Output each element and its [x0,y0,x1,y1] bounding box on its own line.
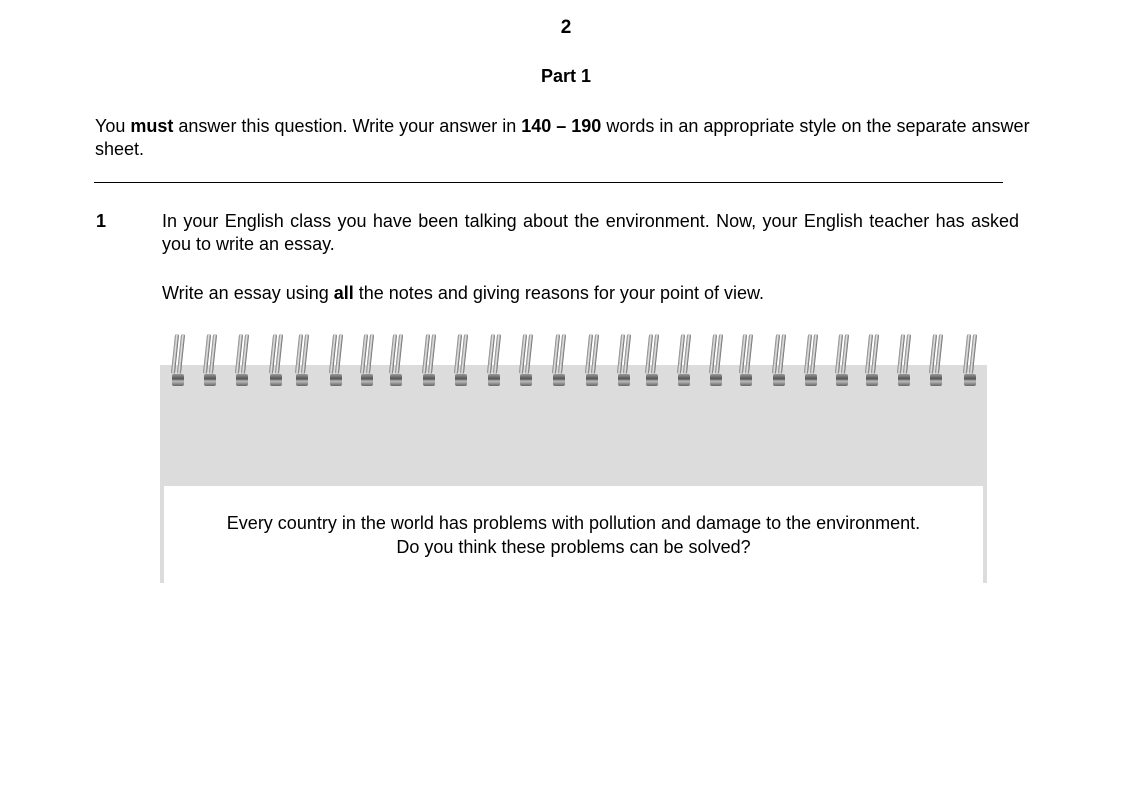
instr-text: words in an appropriate style on the separate answer sheet. [95,116,1030,159]
task-text: Write an essay using [162,283,334,303]
task-instruction [162,283,764,304]
spiral-ring-icon [455,334,467,388]
spiral-ring-icon [236,334,248,388]
spiral-ring-icon [520,334,532,388]
spiral-ring-icon [678,334,690,388]
spiral-ring-icon [964,334,976,388]
part-title: Part 1 [540,66,592,86]
prompt-line-1: Every country in the world has problems with pollution and damage to the environment. [226,513,921,533]
spiral-ring-icon [710,334,722,388]
instr-bold-wordcount: 140 – 190 [521,116,602,136]
spiral-ring-icon [204,334,216,388]
spiral-ring-icon [488,334,500,388]
spiral-ring-icon [740,334,752,388]
notebook-prompt [164,511,983,559]
prompt-line-2: Do you think these problems can be solved? [396,537,751,557]
question-text: In your English class you have been talking about the environment. Now, your English teacher has asked you to write an essay. [162,211,1019,254]
instr-text: You [95,116,131,136]
question-number: 1 [96,211,107,231]
spiral-ring-icon [423,334,435,388]
spiral-ring-icon [618,334,630,388]
instr-bold-must: must [130,116,174,136]
spiral-ring-icon [898,334,910,388]
divider [94,182,1003,183]
spiral-ring-icon [646,334,658,388]
spiral-ring-icon [270,334,282,388]
spiral-ring-icon [866,334,878,388]
task-text: the notes and giving reasons for your point of view. [353,283,765,303]
task-bold-all: all [333,283,354,303]
page-number: 2 [560,17,572,38]
notebook-card [160,365,987,583]
spiral-ring-icon [930,334,942,388]
spiral-ring-icon [586,334,598,388]
spiral-ring-icon [836,334,848,388]
instructions [95,115,1035,161]
spiral-ring-icon [773,334,785,388]
spiral-ring-icon [296,334,308,388]
spiral-ring-icon [390,334,402,388]
instr-text: answer this question. Write your answer in [173,116,522,136]
notebook-page [164,486,983,583]
spiral-ring-icon [805,334,817,388]
spiral-ring-icon [172,334,184,388]
spiral-ring-icon [361,334,373,388]
spiral-ring-icon [553,334,565,388]
spiral-ring-icon [330,334,342,388]
